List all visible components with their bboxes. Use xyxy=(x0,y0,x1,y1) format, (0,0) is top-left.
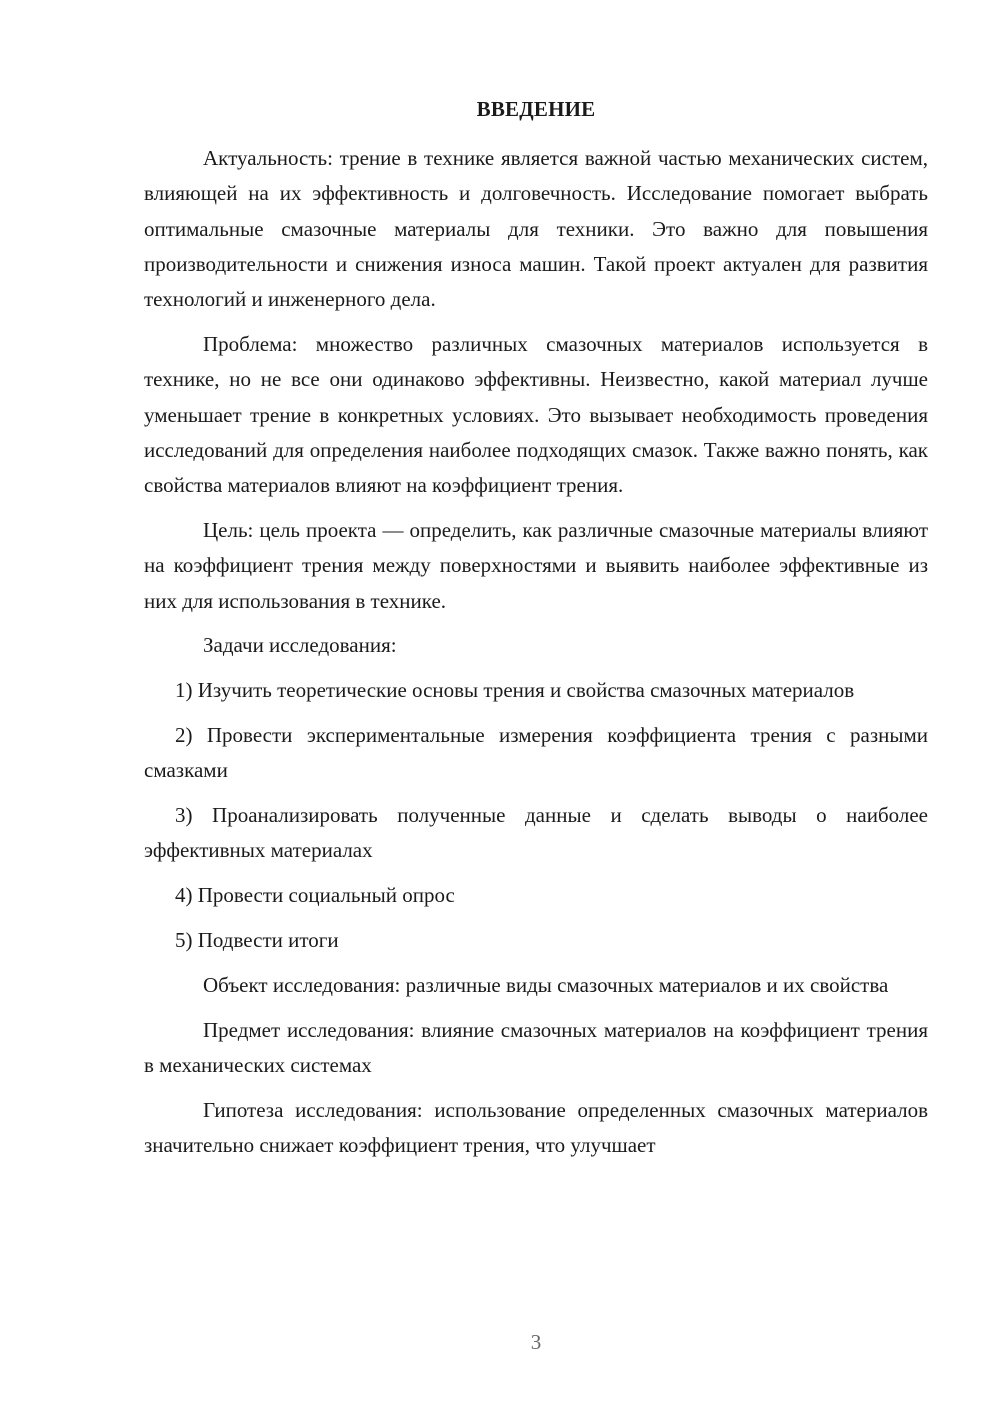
document-page xyxy=(144,92,928,1173)
hypothesis-paragraph: Гипотеза исследования: использование определенных смазочных материалов значительно снижает коэффициент трения, что улучшает xyxy=(144,1097,928,1157)
subject-paragraph: Предмет исследования: влияние смазочных материалов на коэффициент трения в механических системах xyxy=(144,1017,928,1077)
page-title: ВВЕДЕНИЕ xyxy=(476,97,596,121)
task-item-1: 1) Изучить теоретические основы трения и свойства смазочных материалов xyxy=(175,678,855,703)
goal-paragraph: Цель: цель проекта — определить, как различные смазочные материалы влияют на коэффициент трения между поверхностями и выявить наиболее эффективные из них для использования в технике. xyxy=(144,517,928,613)
tasks-heading: Задачи исследования: xyxy=(203,633,397,658)
task-item-3: 3) Проанализировать полученные данные и сделать выводы о наиболее эффективных материалах xyxy=(144,803,928,863)
object-paragraph: Объект исследования: различные виды смазочных материалов и их свойства xyxy=(203,972,889,997)
relevance-paragraph: Актуальность: трение в технике является важной частью механических систем, влияющей на их эффективность и долговечность. Исследование помогает выбрать оптимальные смазочные материалы для техники. Это важно для повышения производительности и снижения износа машин. Такой проект актуален для развития технологий и инженерного дела. xyxy=(144,146,928,312)
task-item-5: 5) Подвести итоги xyxy=(175,927,339,952)
page-number: 3 xyxy=(530,1330,542,1354)
task-item-2: 2) Провести экспериментальные измерения коэффициента трения с разными смазками xyxy=(144,722,928,783)
problem-paragraph: Проблема: множество различных смазочных материалов используется в технике, но не все они одинаково эффективны. Неизвестно, какой материал лучше уменьшает трение в конкретных условиях. Это вызывает необходимость проведения исследований для определения наиболее подходящих смазок. Также важно понять, как свойства материалов влияют на коэффициент трения. xyxy=(144,331,928,498)
task-item-4: 4) Провести социальный опрос xyxy=(175,883,455,908)
